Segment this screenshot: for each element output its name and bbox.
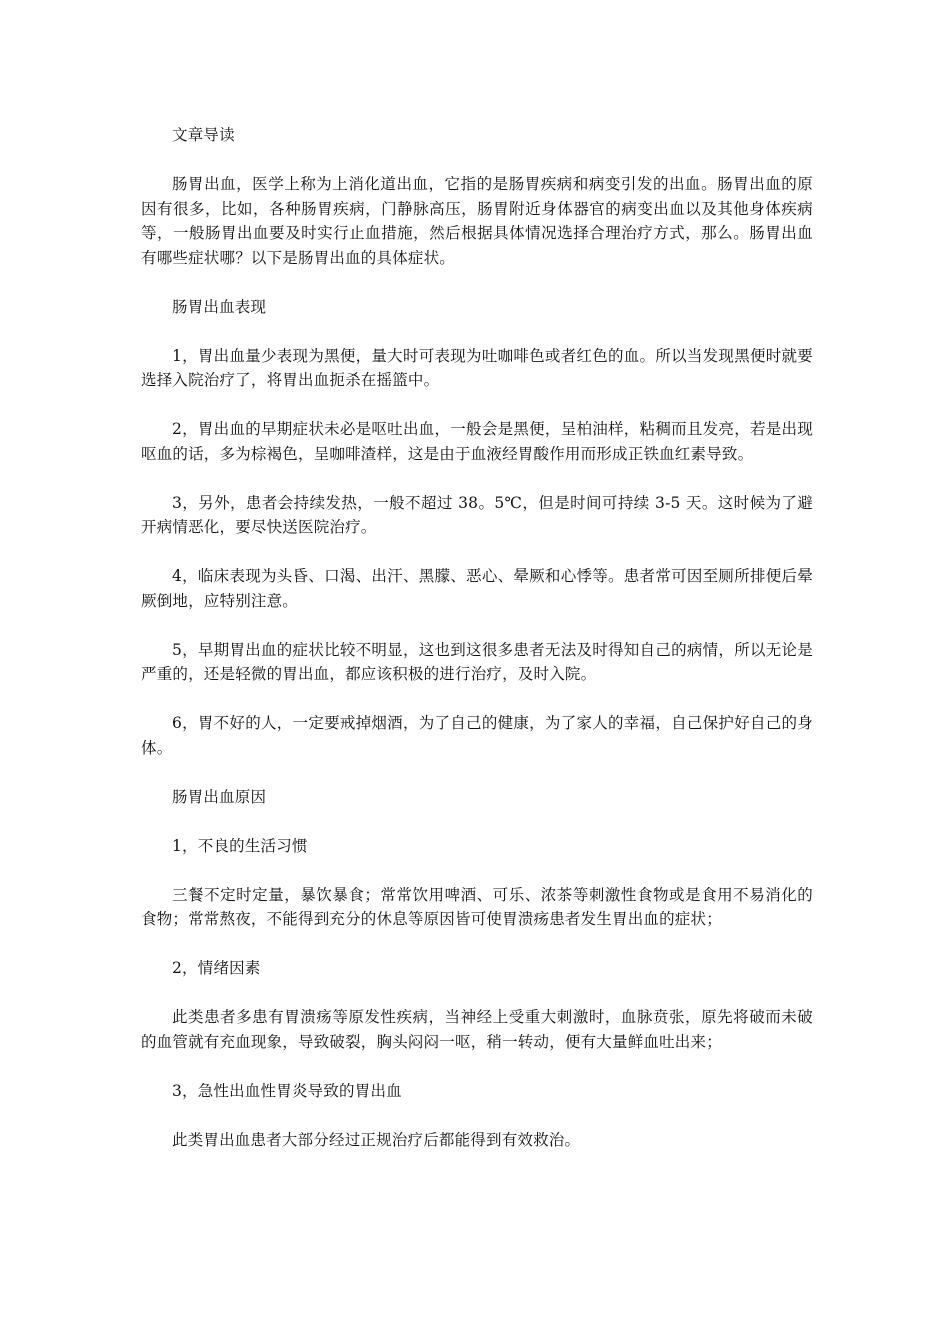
- document-body: [141, 123, 813, 1177]
- cause-heading-1: 1，不良的生活习惯: [172, 836, 308, 855]
- cause-text-2: 此类患者多患有胃溃疡等原发性疾病，当神经上受重大刺激时，血脉贲张，原先将破而未破的血管就有充血现象，导致破裂，胸头闷闷一呕，稍一转动，便有大量鲜血吐出来；: [141, 1008, 813, 1051]
- cause-text-3: 此类胃出血患者大部分经过正规治疗后都能得到有效救治。: [172, 1130, 581, 1149]
- cause-text-1: 三餐不定时定量，暴饮暴食；常常饮用啤酒、可乐、浓茶等刺激性食物或是食用不易消化的食物；常常熬夜，不能得到充分的休息等原因皆可使胃溃疡患者发生胃出血的症状；: [141, 885, 813, 928]
- section-heading-causes: 肠胃出血原因: [172, 787, 267, 806]
- symptom-item-3: 3，另外，患者会持续发热，一般不超过 38。5℃，但是时间可持续 3-5 天。这时候为了避开病情恶化，要尽快送医院治疗。: [141, 493, 813, 536]
- cause-heading-3: 3，急性出血性胃炎导致的胃出血: [172, 1081, 402, 1100]
- symptom-item-4: 4，临床表现为头昏、口渴、出汗、黑朦、恶心、晕厥和心悸等。患者常可因至厕所排便后晕厥倒地，应特别注意。: [141, 567, 813, 610]
- symptom-item-5: 5，早期胃出血的症状比较不明显，这也到这很多患者无法及时得知自己的病情，所以无论是严重的，还是轻微的胃出血，都应该积极的进行治疗，及时入院。: [141, 640, 813, 683]
- symptom-item-2: 2，胃出血的早期症状未必是呕吐出血，一般会是黑便，呈柏油样，粘稠而且发亮，若是出现呕血的话，多为棕褐色，呈咖啡渣样，这是由于血液经胃酸作用而形成正铁血红素导致。: [141, 420, 813, 463]
- cause-heading-2: 2，情绪因素: [172, 959, 261, 977]
- intro-paragraph: 肠胃出血，医学上称为上消化道出血，它指的是肠胃疾病和病变引发的出血。肠胃出血的原因有很多，比如，各种肠胃疾病，门静脉高压，肠胃附近身体器官的病变出血以及其他身体疾病等，一般肠胃出血要及时实行止血措施，然后根据具体情况选择合理治疗方式，那么。肠胃出血有哪些症状哪？以下是肠胃出血的具体症状。: [141, 175, 813, 267]
- section-heading-symptoms: 肠胃出血表现: [172, 297, 267, 316]
- symptom-item-1: 1，胃出血量少表现为黑便，量大时可表现为吐咖啡色或者红色的血。所以当发现黑便时就要选择入院治疗了，将胃出血扼杀在摇篮中。: [141, 346, 813, 389]
- section-heading-intro: 文章导读: [172, 126, 235, 144]
- symptom-item-6: 6，胃不好的人，一定要戒掉烟酒，为了自己的健康，为了家人的幸福，自己保护好自己的身体。: [141, 714, 813, 757]
